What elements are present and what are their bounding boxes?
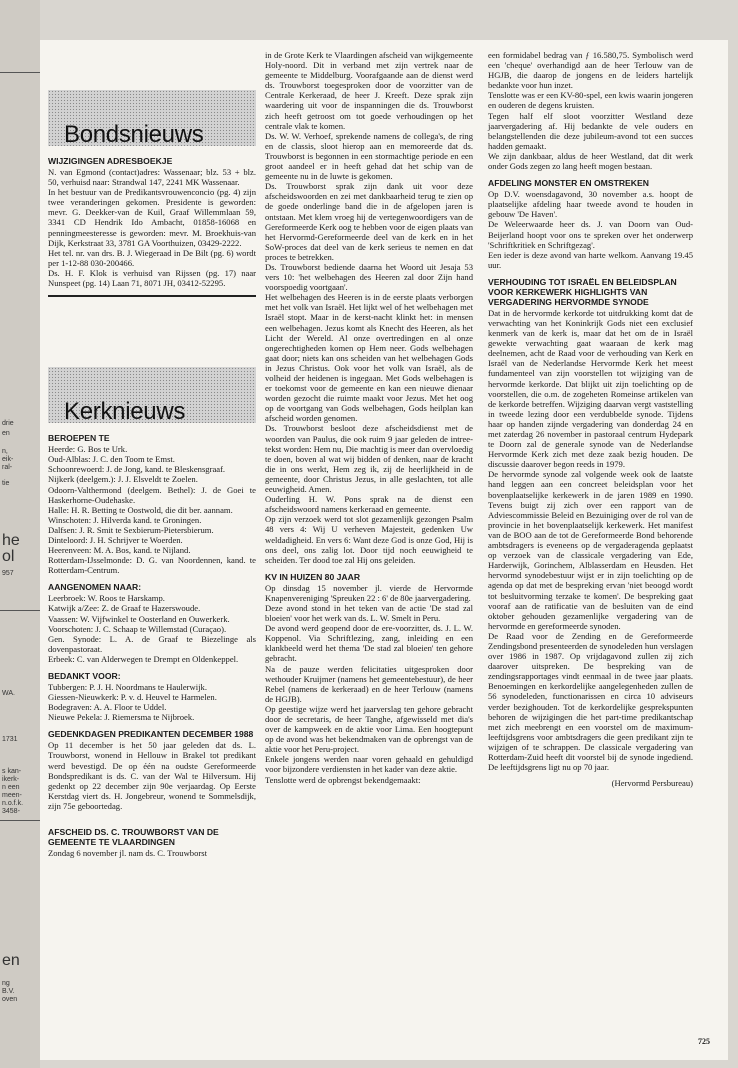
fragment: ol	[2, 548, 15, 565]
previous-page-edge	[0, 0, 40, 1068]
paragraph: Halle: H. R. Betting te Oostwold, die dit ber. aannam.	[48, 504, 233, 515]
section-banner-kerknieuws	[48, 367, 256, 426]
fragment: en	[2, 952, 20, 969]
fragment: 3458-	[2, 808, 20, 815]
article-heading: WIJZIGINGEN ADRESBOEKJE	[48, 156, 173, 166]
paragraph: Op zijn verzoek werd tot slot gezamenlijk gezongen Psalm 48 vers 4: Wij U verheven Majesteit, gedenken Uw weldadigheid. En vers 6: Want deze God is onze God, Hij is ons deel, ons zalig lot. Door tijd noch eeuwigheid te scheiden. Ter dood toe zal Hij ons geleiden.	[265, 514, 473, 565]
article-heading: BEROEPEN TE	[48, 433, 110, 444]
fragment: ikerk-	[2, 776, 20, 783]
fragment: meen-	[2, 792, 22, 799]
paragraph: Op dinsdag 15 november jl. vierde de Hervormde Knapenvereniging 'Spreuken 22 : 6' de 80e jaarvergadering.	[265, 582, 473, 603]
paragraph: Op geestige wijze werd het jaarverslag ten gehore gebracht door de secretaris, de heer Tanghe, afgewisseld met dia's over de kampweek en de aktie voor Lima. Een hoogtepunt op de avond was het bekendmaken van de opbrengst van de aktie voor het Peru-project.	[265, 703, 473, 755]
paragraph: Op 11 december is het 50 jaar geleden dat ds. L. Trouwborst, wonend in Hellouw in Brakel tot predikant werd bevestigd. De op één na oudste Gereformeerde Bondspredikant is ds. C. van der Wal te Hilversum. Hij gedenkt op 22 december zijn 90e verjaardag. Op Eerste Kerstdag viert ds. H. Jongebreur, wonend te Sommelsdijk, zijn 75e geboortedag.	[48, 740, 256, 811]
paragraph: Dinteloord: J. H. Schrijver te Woerden.	[48, 534, 183, 545]
paragraph: Winschoten: J. Hilverda kand. te Groningen.	[48, 514, 202, 525]
paragraph: Leerbroek: W. Roos te Harskamp.	[48, 593, 165, 604]
article-heading: VERHOUDING TOT ISRAËL EN BELEIDSPLAN VOOR KERKEWERK HIGHLIGHTS VAN VERGADERING HERVORMDE SYNODE	[488, 276, 677, 307]
fragment: ng	[2, 980, 10, 987]
section-title: Kerknieuws	[64, 398, 186, 426]
paragraph: Ouderling H. W. Pons sprak na de dienst een afscheidswoord namens kerkeraad en gemeente.	[265, 494, 473, 515]
paragraph: Tubbergen: P. J. H. Noordmans te Haulerwijk.	[48, 682, 207, 692]
page-rule	[0, 820, 40, 821]
fragment: he	[2, 532, 20, 549]
section-banner-bondsnieuws	[48, 90, 256, 146]
paragraph: Tegen half elf sloot voorzitter Westland deze jaarvergadering af. Hij bedankte de vele ouders en belangstellenden die deze jubileum-avond tot een succes hadden gemaakt.	[488, 110, 693, 151]
paragraph: De hervormde synode zal volgende week ook de laatste hand leggen aan een concreet beleidsplan voor het bovenplaatselijke kerkewerk in de jaren 1989 en 1990. Tevens buigt zij zich over een rapport van de Adviescommissie Beleid en Bezuiniging over de rol van de provincie in het bovenplaatselijk kerkewerk. Het manifest van de BOO aan de tot de Gereformeerde Bond behorende ambtsdragers is eveneens op de vergaderagenda geplaatst op verzoek van de classicale vergadering van Ede, Harderwijk, Gorinchem, Alblasserdam en Heusden. Het hervormd synodebestuur wijst er in zijn toelichting op de agenda op dat met de bespreking ervan 'niet beoogd wordt tot besluitvorming terzake te komen'. De bespreking gaat vooraf aan de ratificatie van de besluiten van de eind oktober gehouden gezamenlijke vergadering van de hervormde en gereformeerde synoden.	[488, 469, 693, 631]
paragraph: Op D.V. woensdagavond, 30 november a.s. hoopt de plaatselijke afdeling haar tweede avond te houden in gebouw 'De Haven'.	[488, 189, 693, 220]
paragraph: Deze avond stond in het teken van de actie 'De stad zal bloeien' voor het werk van ds. L. W. Smelt in Peru.	[265, 602, 473, 624]
fragment: tie	[2, 480, 10, 487]
paragraph: Odoorn-Valthermond (deelgem. Bethel): J. de Goei te Haskerhorne-Oudehaske.	[48, 484, 256, 505]
paragraph: Dat in de hervormde kerkorde tot uitdrukking komt dat de verwachting van het Koninkrijk Gods niet een exclusief kenmerk van de kerk is, maar dat het om de in Israël gewekte verwachting gaat waaraan de kerk mag deelnemen, acht de Raad voor de verhouding van Kerk en Israël van de Nederlandse Hervormde Kerk het meest fundamenteel van zijn voorstellen tot wijziging van de hervormde kerkorde. Dat blijkt uit zijn toelichting op de voorstellen, die o.m. de zogeheten Romeinse artikelen van de kerkorde betreffen. Wijziging daarvan vergt vaststelling in tweede lezing door een verdubbelde synode. Tijdens haar op handen zijnde vergadering van donderdag 24 en met zaterdag 26 november in pastoraal centrum Hydepark te Doorn zal de generale synode van de Nederlandse Hervormde Kerk zich met deze zaak bezig houden. De discussie daarover begon reeds in 1979.	[488, 307, 693, 470]
paragraph: De avond werd geopend door de ere-voorzitter, ds. J. L. W. Koppenol. Via Schriftlezing, zang, inleiding en een klankbeeld werd het thema 'De stad zal bloeien' ten gehore gebracht.	[265, 623, 473, 664]
paragraph: Nijkerk (deelgem.): J. J. Elsveldt te Zoelen.	[48, 474, 198, 485]
page-rule	[0, 72, 40, 73]
fragment: s kan-	[2, 768, 22, 775]
paragraph: Heerenveen: M. A. Bos, kand. te Nijland.	[48, 545, 191, 556]
paragraph: Katwijk a/Zee: Z. de Graaf te Hazerswoude.	[48, 603, 201, 614]
page-rule	[0, 610, 40, 611]
paragraph: in de Grote Kerk te Vlaardingen afscheid van wijkgemeente Holy-noord. Dit in verband met zijn vertrek naar de gemeente te Middelburg. Voorafgaande aan de dienst werd ds. Trouwborst toegesproken door de voorzitter van de Centrale Kerkeraad, de heer J. Kreeft. Deze sprak zijn waardering uit voor de inspanningen die ds. Trouwborst zich heeft getroost om tot goede verhoudingen op het centrale vlak te komen.	[265, 50, 473, 131]
magazine-page	[40, 40, 728, 1060]
paragraph: Oud-Alblas: J. C. den Toom te Emst.	[48, 454, 175, 465]
paragraph: Dalfsen: J. R. Smit te Sexbierum-Pietersbierum.	[48, 524, 214, 535]
article-heading: AANGENOMEN NAAR:	[48, 582, 142, 593]
article-heading: GEDENKDAGEN PREDIKANTEN DECEMBER 1988	[48, 729, 254, 740]
fragment: n.o.f.k.	[2, 800, 24, 807]
paragraph: We zijn dankbaar, aldus de heer Westland, dat dit werk onder Gods zegen zo lang heeft mogen bestaan.	[488, 150, 693, 172]
paragraph: Voorschoten: J. C. Schaap te Willemstad (Curaçao).	[48, 623, 227, 634]
paragraph: Tenslotte was er een KV-80-spel, een kwis waarin jongeren en ouderen de degens kruisten.	[488, 90, 693, 111]
fragment: n,	[2, 448, 8, 455]
paragraph: In het bestuur van de Predikantsvrouwenconcio (pg. 4) zijn twee veranderingen gekomen. Presidente is geworden: mevr. G. Deekker-van de Kuil, Graaf Willemmlaan 59, 3341 CD Hendrik Ido Ambacht, 01858-16068 en penningmeesteresse is geworden: mevr. M. Broekhuis-van Dijk, Kerkstraat 33, 3781 GA Voorthuizen, 03429-2222.	[48, 187, 256, 248]
fragment: oven	[2, 996, 18, 1003]
paragraph: N. van Egmond (contact)adres: Wassenaar; blz. 53 + blz. 50, verhuisd naar: Strandwal 147, 2241 MK Wassenaar.	[48, 167, 256, 188]
fragment: B.V.	[2, 988, 15, 995]
paragraph: Vaassen: W. Vijfwinkel te Oosterland en Ouwerkerk.	[48, 613, 230, 624]
paragraph: Het tel. nr. van drs. B. J. Wiegeraad in De Bilt (pg. 6) wordt per 1-12-88 030-200466.	[48, 247, 256, 268]
article-heading: KV IN HUIZEN 80 JAAR	[265, 571, 361, 582]
fragment: 1731	[2, 736, 18, 743]
paragraph: Een ieder is deze avond van harte welkom. Aanvang 19.45 uur.	[488, 249, 693, 270]
paragraph: Ds. Trouwborst bediende daarna het Woord uit Jesaja 53 vers 10: 'het welbehagen des Heeren zal door Zijn hand voorspoedig voortgaan'.	[265, 261, 473, 293]
paragraph: Ds. W. W. Verhoef, sprekende namens de collega's, de ring en de classis, sloot hierop aan en memoreerde dat ds. Trouwborst is begonnen in een stormachtige periode en een groot aandeel er in heeft gehad dat het schip van de gemeente nu in de luwte is gekomen.	[265, 130, 473, 182]
paragraph: Ds. Trouwborst sprak zijn dank uit voor deze afscheidswoorden en zei met dankbaarheid terug te zien op de goede onderlinge band die in de afgelopen jaren is ontstaan. Met klem vroeg hij de vertegenwoordigers van de Gereformeerde Kerk oog te hebben voor de eigen plaats van het Hervormd-Gereformeerde deel van de kerk en in het SoW-proces dat deel van de kerk serieus te nemen en dat proces te betrekken.	[265, 181, 473, 262]
source-credit: (Hervormd Persbureau)	[611, 778, 693, 789]
paragraph: Tenslotte werd de opbrengst bekendgemaakt:	[265, 774, 421, 785]
fragment: WA.	[2, 690, 15, 697]
paragraph: Giessen-Nieuwkerk: P. v. d. Heuvel te Harmelen.	[48, 692, 217, 703]
paragraph: een formidabel bedrag van ƒ 16.580,75. Symbolisch werd een 'cheque' overhandigd aan de heer Terlouw van de HGJB, die daarop de jongens en de leiders hartelijk bedankte voor hun inzet.	[488, 50, 693, 91]
paragraph: Rotterdam-IJsselmonde: D. G. van Noordennen, kand. te Rotterdam-Centrum.	[48, 555, 256, 576]
paragraph: Ds. H. F. Klok is verhuisd van Rijssen (pg. 17) naar Nunspeet (pg. 14) Laan 71, 8071 JH, 03412-52295.	[48, 267, 256, 289]
paragraph: Ds. Trouwborst besloot deze afscheidsdienst met de woorden van Paulus, die ook ruim 9 jaar geleden de intree-tekst worden: Hem nu, Die machtig is meer dan overvloedig te doen, boven al wat wij bidden of denken, naar de kracht die in ons werkt, Hem zeg ik, zij de heerlijkheid in de gemeente, door Christus Jezus, in alle geslachten, tot alle eeuwigheid. Amen.	[265, 423, 473, 495]
page-number: 725	[698, 1037, 710, 1046]
paragraph: Enkele jongens werden naar voren gehaald en gehuldigd voor bijzondere verdiensten in het kader van deze aktie.	[265, 754, 473, 775]
paragraph: Gen. Synode: L. A. de Graaf te Biezelinge als dovenpastoraat.	[48, 633, 256, 654]
fragment: 957	[2, 570, 14, 577]
paragraph: De Raad voor de Zending en de Gereformeerde Zendingsbond presenteerden de synodeleden hun verslagen over 1986 in 1987. Op vrijdagavond zullen zij zich daarover uitspreken. De bespreking van de zendingsrapportages vindt eenmaal in de twee jaar plaats. Benoemingen en kerkordelijke aangelegenheden zullen de 56 synodeleden, functionarissen en circa 10 adviseurs verder bezighouden. Tot de kerkordelijke gesprekspunten behoren de wijzigingen die het part-time predikantschap met zich meebrengt en een voorstel om de maximum-leeftijdsgrens voor ambtsdragers die geen predikant zijn te wijzigen of te schrappen. De classicale vergadering van Rotterdam-Zuid heeft dit voorstel bij de synode ingediend. De leeftijdsgrens ligt nu op 70 jaar.	[488, 630, 693, 773]
fragment: en	[2, 430, 10, 437]
section-divider	[48, 295, 256, 297]
article-heading: BEDANKT VOOR:	[48, 671, 121, 681]
paragraph: Zondag 6 november jl. nam ds. C. Trouwborst	[48, 848, 207, 859]
paragraph: Heerde: G. Bos te Urk.	[48, 444, 128, 455]
right-column	[488, 50, 693, 788]
fragment: drie	[2, 420, 14, 427]
left-column	[48, 52, 256, 858]
paragraph: Na de pauze werden felicitaties uitgesproken door wethouder Kruijmer (namens het gemeentebestuur), de heer Rebel (namens de kerkeraad) en de heer Terlouw (namens de HGJB).	[265, 663, 473, 704]
paragraph: Het welbehagen des Heeren is in de eerste plaats verborgen met het volk van Israël. Het lijkt wel of het welbehagen met Israël stopt. Maar in de kerst-nacht klinkt het: in mensen een welbehagen. Jezus komt als Knecht des Heeren, als het Licht der Wereld. Al onze overtredingen en al onze ongerechtigheden komen op Hem neer. Gods welbehagen gaat door; niets kan ons scheiden van het welbehagen Gods in Jezus Christus. Ook voor het volk van Israël, als de volheid der heidenen is ingegaan. Met Gods welbehagen is er toekomst voor de gemeente en kan een nieuwe dienaar worden gezocht die ruimte maakt voor Jezus. Met het oog op de voortgang van Gods welbehagen, Gods heilplan kan afscheid worden genomen.	[265, 292, 473, 424]
paragraph: De Weleerwaarde heer ds. J. van Doorn van Oud-Beijerland hoopt voor ons te spreken over het onderwerp 'Schriftkritiek en Schriftgezag'.	[488, 219, 693, 250]
paragraph: Nieuwe Pekela: J. Riemersma te Nijbroek.	[48, 712, 195, 723]
article-heading: AFSCHEID DS. C. TROUWBORST VAN DE GEMEENTE TE VLAARDINGEN	[48, 827, 219, 848]
section-title: Bondsnieuws	[64, 120, 204, 148]
fragment: ral-	[2, 464, 13, 471]
article-heading: AFDELING MONSTER EN OMSTREKEN	[488, 178, 649, 189]
fragment: n een	[2, 784, 20, 791]
paragraph: Schoonrewoerd: J. de Jong, kand. te Bleskensgraaf.	[48, 464, 226, 475]
paragraph: Erbeek: C. van Alderwegen te Drempt en Oldenkeppel.	[48, 653, 239, 664]
fragment: eik-	[2, 456, 14, 463]
middle-column	[265, 50, 473, 785]
paragraph: Bodegraven: A. A. Floor te Uddel.	[48, 702, 167, 713]
